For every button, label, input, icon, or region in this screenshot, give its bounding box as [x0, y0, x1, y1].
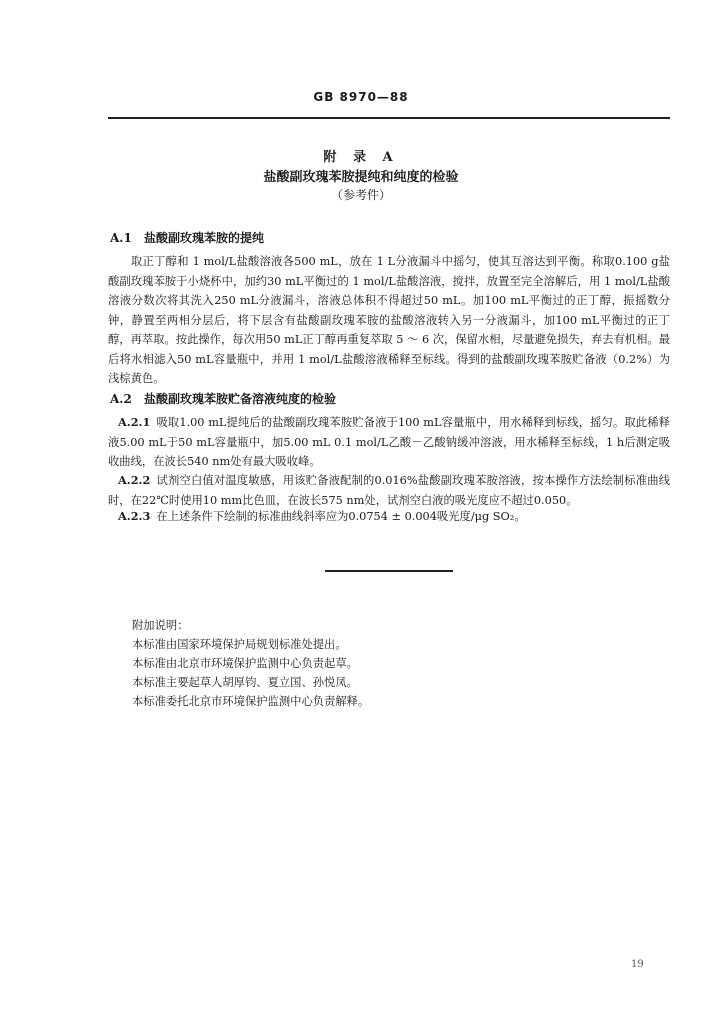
additional-notes	[132, 616, 369, 711]
page-number: 19	[631, 959, 644, 970]
clause-number: A.2.1	[118, 415, 151, 429]
section-number: A.1	[110, 231, 132, 245]
appendix-note: （参考件）	[330, 188, 391, 202]
section-title: 盐酸副玫瑰苯胺贮备溶液纯度的检验	[144, 392, 337, 406]
section-number: A.2	[110, 392, 132, 406]
appendix-title: 盐酸副玫瑰苯胺提纯和纯度的检验	[263, 170, 459, 185]
clause-a23	[108, 507, 670, 527]
clause-text: 吸取1.00 mL提纯后的盐酸副玫瑰苯胺贮备液于100 mL容量瓶中，用水稀释到标线，摇匀。取此稀释液5.00 mL于50 mL容量瓶中，加5.00 mL 0.1 mol/L乙酸－乙酸钠缓冲溶液，用水稀释至标线，1 h后测定吸收曲线，在波长540 nm处有最大吸收峰。	[108, 416, 670, 468]
clause-text: 试剂空白值对温度敏感，用该贮备液配制的0.016%盐酸副玫瑰苯胺溶液，按本操作方法绘制标准曲线时，在22℃时使用10 mm比色皿，在波长575 nm处，试剂空白液的吸光度应不超过0.050。	[108, 474, 670, 507]
section-a1-paragraph: 取正丁醇和 1 mol/L盐酸溶液各500 mL，放在 1 L分液漏斗中摇匀，使其互溶达到平衡。称取0.100 g盐酸副玫瑰苯胺于小烧杯中，加约30 mL平衡过的 1 mol/L盐酸溶液，搅拌，放置至完全溶解后，用 1 mol/L盐酸溶液分数次将其洗入250 mL分液漏斗，溶液总体积不得超过50 mL。加100 mL平衡过的正丁醇，振摇数分钟，静置至两相分层后，将下层含有盐酸副玫瑰苯胺的盐酸溶液转入另一分液漏斗，加100 mL平衡过的正丁醇，再萃取。按此操作，每次用50 mL正丁醇再重复萃取 5 ～ 6 次，保留水相，尽量避免损失，弃去有机相。最后将水相滤入50 mL容量瓶中，并用 1 mol/L盐酸溶液稀释至标线。得到的盐酸副玫瑰苯胺贮备液（0.2%）为浅棕黄色。	[108, 255, 670, 385]
notes-line: 本标准委托北京市环境保护监测中心负责解释。	[132, 695, 370, 708]
section-title: 盐酸副玫瑰苯胺的提纯	[144, 231, 265, 245]
clause-number: A.2.2	[118, 473, 151, 487]
header-rule	[108, 117, 670, 119]
section-a2-heading	[110, 390, 336, 407]
clause-a21	[108, 413, 670, 472]
appendix-label: 附 录 A	[323, 150, 399, 165]
section-a1-heading	[110, 229, 264, 246]
clause-a22	[108, 471, 670, 510]
clause-text: 在上述条件下绘制的标准曲线斜率应为0.0754 ± 0.004吸光度/μg SO₂。	[156, 510, 526, 523]
end-rule	[325, 570, 453, 572]
notes-heading: 附加说明：	[132, 619, 189, 632]
standard-number: GB 8970—88	[313, 90, 409, 104]
notes-line: 本标准由北京市环境保护监测中心负责起草。	[132, 657, 358, 670]
notes-line: 本标准主要起草人胡厚钧、夏立国、孙悦凤。	[132, 676, 358, 689]
notes-line: 本标准由国家环境保护局规划标准处提出。	[132, 638, 347, 651]
clause-number: A.2.3	[118, 509, 151, 523]
